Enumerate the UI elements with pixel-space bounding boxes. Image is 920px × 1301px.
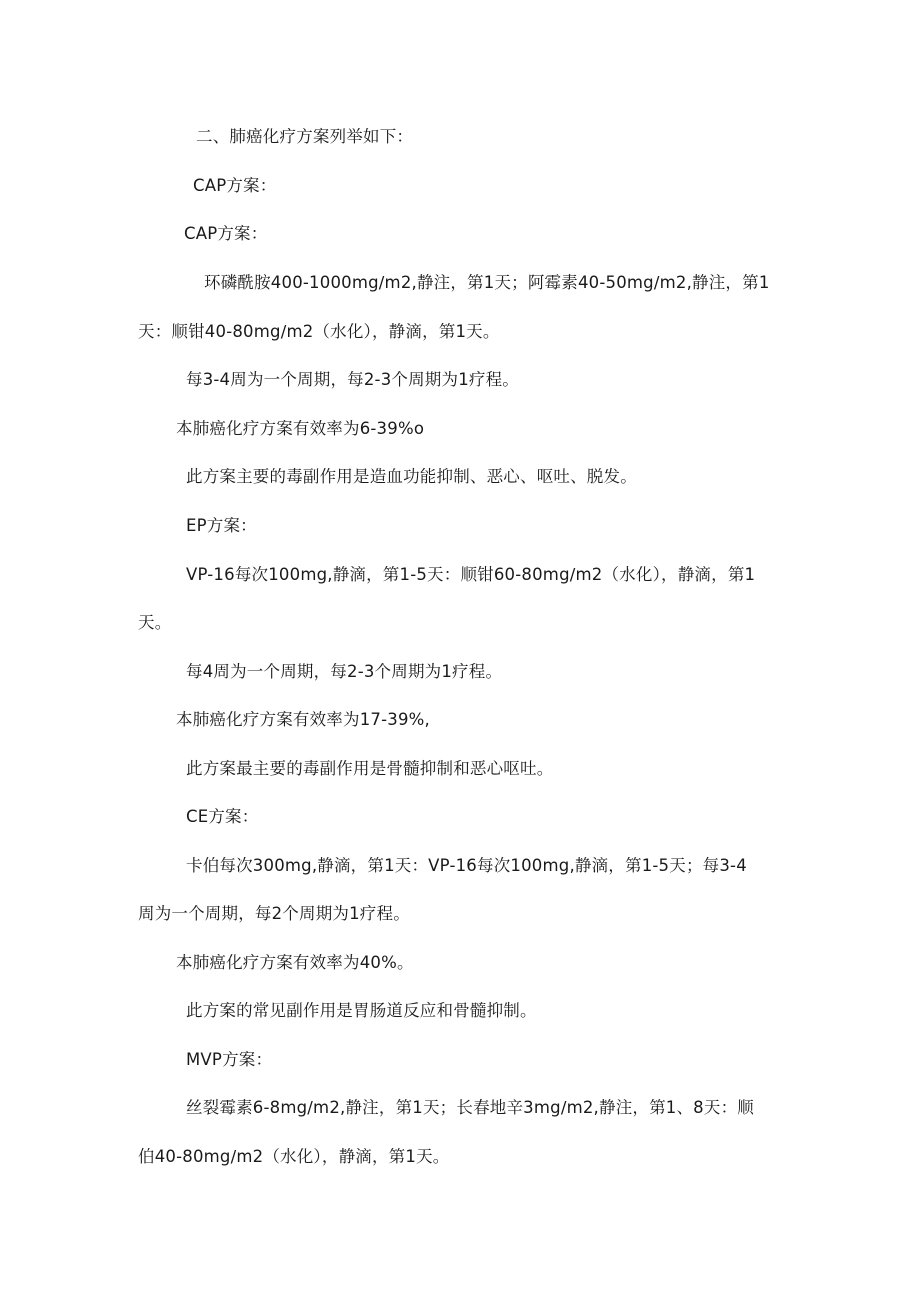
regimen-title-mvp: MVP方案： (186, 1050, 273, 1069)
section-heading: 二、肺癌化疗方案列举如下： (196, 127, 414, 146)
ep-side-effects: 此方案最主要的毒副作用是骨髓抑制和恶心呕吐。 (186, 759, 554, 778)
ce-dosage-line-2: 周为一个周期，每2个周期为1疗程。 (138, 904, 410, 923)
ce-dosage-line-1: 卡伯每次300mg,静滴，第1天：VP-16每次100mg,静滴，第1-5天；每3-4 (186, 856, 747, 875)
mvp-dosage-line-1: 丝裂霉素6-8mg∕m2,静注，第1天；长春地辛3mg∕m2,静注，第1、8天：顺 (186, 1098, 754, 1117)
ce-side-effects: 此方案的常见副作用是胃肠道反应和骨髓抑制。 (186, 1001, 537, 1020)
cap-cycle: 每3-4周为一个周期，每2-3个周期为1疗程。 (186, 370, 519, 389)
regimen-title-ce: CE方案： (186, 807, 259, 826)
ce-efficacy: 本肺癌化疗方案有效率为40%。 (176, 953, 414, 972)
ep-efficacy: 本肺癌化疗方案有效率为17-39%, (176, 710, 430, 729)
cap-dosage-line-1: 环磷酰胺400-1000mg∕m2,静注，第1天；阿霉素40-50mg∕m2,静注，第1 (204, 273, 770, 292)
cap-dosage-line-2: 天：顺钳40-80mg∕m2（水化），静滴，第1天。 (138, 322, 500, 341)
regimen-title-cap-repeat: CAP方案： (184, 224, 268, 243)
ep-dosage-line-2: 天。 (138, 613, 172, 632)
ep-cycle: 每4周为一个周期，每2-3个周期为1疗程。 (186, 662, 503, 681)
cap-side-effects: 此方案主要的毒副作用是造血功能抑制、恶心、呕吐、脱发。 (186, 467, 637, 486)
regimen-title-cap: CAP方案： (193, 176, 277, 195)
ep-dosage-line-1: VP-16每次100mg,静滴，第1-5天：顺钳60-80mg∕m2（水化），静滴，第1 (186, 565, 756, 584)
cap-efficacy: 本肺癌化疗方案有效率为6-39%o (176, 419, 425, 438)
mvp-dosage-line-2: 伯40-80mg∕m2（水化），静滴，第1天。 (138, 1147, 450, 1166)
regimen-title-ep: EP方案： (186, 516, 257, 535)
